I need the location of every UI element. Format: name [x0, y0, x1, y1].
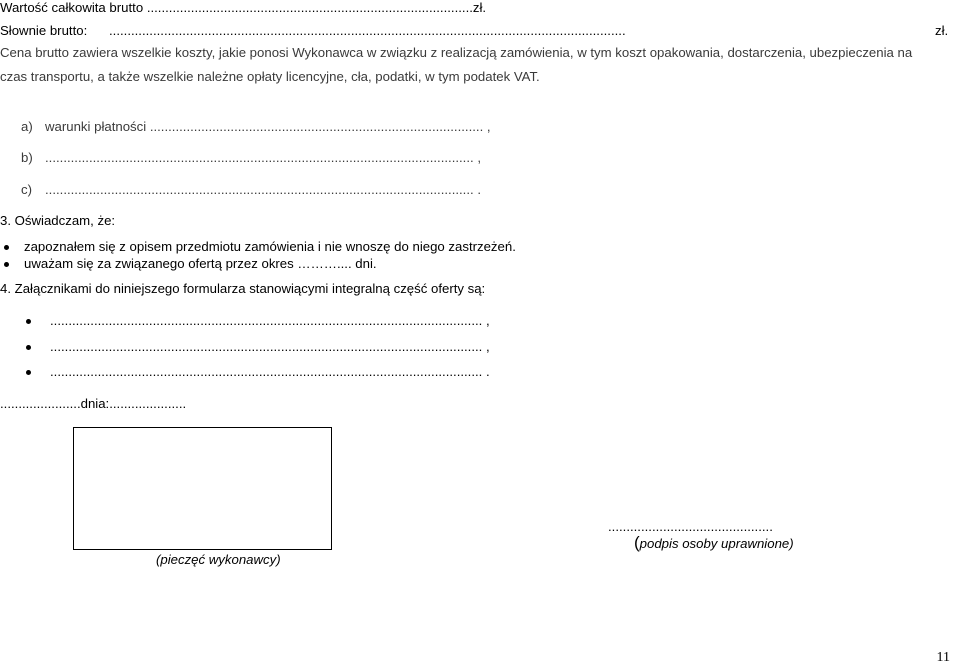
- attachment-item-3: ...................................................................................................................... .: [50, 364, 490, 379]
- total-gross-value-line: Wartość całkowita brutto .........................................................................................zł.: [0, 0, 487, 15]
- price-clause-line-2: czas transportu, a także wszelkie należne opłaty licencyjne, cła, podatki, w tym podatek VAT.: [0, 69, 540, 84]
- signature-label: podpis osoby uprawnione): [639, 536, 794, 551]
- gross-in-words-unit: zł.: [935, 23, 949, 38]
- date-line: ......................dnia:.....................: [0, 396, 187, 411]
- bullet-icon: [26, 370, 31, 375]
- payment-term-b-marker: b): [21, 150, 33, 165]
- payment-term-c-marker: c): [21, 182, 32, 197]
- price-clause-line-1: Cena brutto zawiera wszelkie koszty, jakie ponosi Wykonawca w związku z realizacją zamówienia, w tym koszt opakowania, dostarczenia, ubezpieczenia na: [0, 45, 913, 60]
- payment-term-b-text: ..................................................................................................................... ,: [45, 150, 482, 165]
- signature-paren: (: [634, 533, 640, 552]
- payment-term-a-marker: a): [21, 119, 33, 134]
- payment-term-a-text: warunki płatności ........................................................................................... ,: [45, 119, 491, 134]
- contractor-stamp-label: (pieczęć wykonawcy): [156, 552, 281, 567]
- signature-caption: [634, 535, 794, 552]
- bullet-icon: [4, 245, 9, 250]
- payment-term-c-text: ..................................................................................................................... .: [45, 182, 482, 197]
- statement-item-2: uważam się za związanego ofertą przez okres ……….... dni.: [24, 256, 377, 271]
- section-3-heading: 3. Oświadczam, że:: [0, 213, 116, 228]
- bullet-icon: [26, 319, 31, 324]
- signature-dots: .............................................: [608, 519, 773, 534]
- section-4-heading: 4. Załącznikami do niniejszego formularza stanowiącymi integralną część oferty są:: [0, 281, 486, 296]
- bullet-icon: [4, 262, 9, 267]
- page-number: 11: [936, 650, 950, 665]
- bullet-icon: [26, 345, 31, 350]
- contractor-stamp-box: [73, 427, 332, 550]
- gross-in-words-dots: .............................................................................................................................................: [109, 23, 626, 38]
- gross-in-words-label: Słownie brutto:: [0, 23, 88, 38]
- attachment-item-2: ...................................................................................................................... ,: [50, 339, 490, 354]
- statement-item-1: zapoznałem się z opisem przedmiotu zamówienia i nie wnoszę do niego zastrzeżeń.: [24, 239, 516, 254]
- attachment-item-1: ...................................................................................................................... ,: [50, 313, 490, 328]
